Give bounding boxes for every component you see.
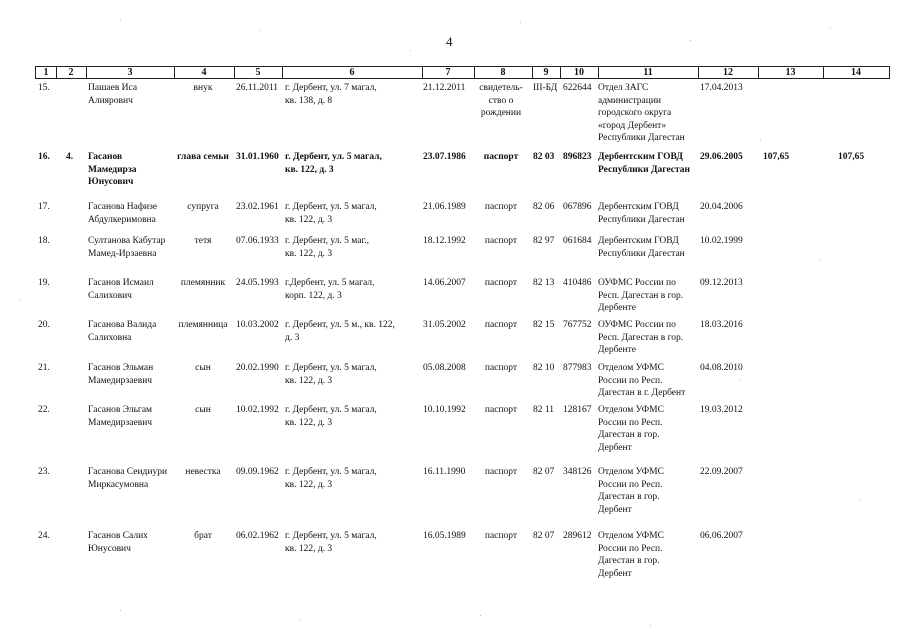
header-cell-12: 12 [698,67,759,78]
table-header [35,66,890,79]
header-cell-9: 9 [532,67,561,78]
full-name: Гасанов Салих Юнусович [88,531,148,554]
full-name: Гасанова Сеидиури Миркасумовна [88,467,168,490]
relation: племянник [180,278,226,288]
document-series: 82 06 [533,202,555,212]
document-number: 896823 [563,152,592,162]
registration-date: 09.12.2013 [700,278,743,288]
header-cell-11: 11 [598,67,699,78]
registration-date: 17.04.2013 [700,83,743,93]
issue-date: 18.12.1992 [423,236,466,246]
full-name: Гасанова Валида Салиховна [88,320,157,343]
header-cell-3: 3 [86,67,175,78]
row-number: 22. [38,405,50,415]
document-series: 82 13 [533,278,555,288]
document-type: паспорт [484,467,518,477]
birth-date: 31.01.1960 [236,152,279,162]
address: г. Дербент, ул. 5 магал, кв. 122, д. 3 [285,405,377,428]
relation: супруга [187,202,219,212]
issued-by: Отделом УФМС России по Респ. Дагестан в гор. Дербент [598,467,664,515]
issue-date: 31.05.2002 [423,320,466,330]
registration-date: 06.06.2007 [700,531,743,541]
issue-date: 14.06.2007 [423,278,466,288]
address: г. Дербент, ул. 5 магал, кв. 122, д. 3 [285,202,377,225]
document-type: паспорт [484,405,518,415]
document-series: 82 97 [533,236,555,246]
issue-date: 21.06.1989 [423,202,466,212]
relation: сын [195,405,211,415]
row-number: 18. [38,236,50,246]
document-series: 82 07 [533,531,555,541]
address: г. Дербент, ул. 7 магал, кв. 138, д. 8 [285,83,377,106]
relation: невестка [185,467,221,477]
issue-date: 23.07.1986 [423,152,466,162]
document-series: 82 10 [533,363,555,373]
document-number: 767752 [563,320,592,330]
birth-date: 10.03.2002 [236,320,279,330]
issue-date: 16.11.1990 [423,467,466,477]
issued-by: Отдел ЗАГС администрации городского округа «город Дербент» Республики Дагестан [598,83,685,143]
document-series: III-БД [533,83,558,93]
full-name: Гасанова Нафизе Абдулкеримовна [88,202,158,225]
issued-by: Дербентским ГОВД Республики Дагестан [598,202,685,225]
address: г.Дербент, ул. 5 магал, корп. 122, д. 3 [285,278,375,301]
document-series: 82 03 [533,152,555,162]
relation: внук [193,83,213,93]
registration-date: 18.03.2016 [700,320,743,330]
document-series: 82 07 [533,467,555,477]
relation: тетя [194,236,212,246]
issued-by: Дербентским ГОВД Республики Дагестан [598,152,690,175]
relation: брат [194,531,212,541]
row-number: 20. [38,320,50,330]
birth-date: 20.02.1990 [236,363,279,373]
address: г. Дербент, ул. 5 маг., кв. 122, д. 3 [285,236,370,259]
area-value: 107,65 [763,152,790,162]
relation: сын [195,363,211,373]
address: г. Дербент, ул. 5 магал, кв. 122, д. 3 [285,363,377,386]
birth-date: 07.06.1933 [236,236,279,246]
document-number: 348126 [563,467,592,477]
document-type: паспорт [484,236,518,246]
relation: глава семьи [177,152,229,162]
row-number: 21. [38,363,50,373]
registration-date: 04.08.2010 [700,363,743,373]
document-type: паспорт [484,363,518,373]
issue-date: 21.12.2011 [423,83,466,93]
address: г. Дербент, ул. 5 магал, кв. 122, д. 3 [285,531,377,554]
document-number: 067896 [563,202,592,212]
header-cell-14: 14 [851,67,861,78]
document-number: 877983 [563,363,592,373]
document-number: 128167 [563,405,592,415]
registration-date: 20.04.2006 [700,202,743,212]
full-name: Пашаев Иса Алиярович [88,83,138,106]
full-name: Гасанов Мамедирза Юнусович [88,152,137,187]
header-cell-8: 8 [474,67,533,78]
page-number: 4 [446,34,453,49]
header-cell-1: 1 [36,67,57,78]
relation: племянница [178,320,228,330]
address: г. Дербент, ул. 5 магал, кв. 122, д. 3 [285,152,382,175]
row-number: 15. [38,83,50,93]
birth-date: 23.02.1961 [236,202,279,212]
birth-date: 09.09.1962 [236,467,279,477]
issued-by: Отделом УФМС России по Респ. Дагестан в г. Дербент [598,363,686,398]
full-name: Гасанов Эльгам Мамедирзаевич [88,405,153,428]
document-number: 410486 [563,278,592,288]
issued-by: Дербентским ГОВД Республики Дагестан [598,236,685,259]
header-cell-4: 4 [174,67,235,78]
family-number: 4. [66,152,74,162]
registration-date: 29.06.2005 [700,152,743,162]
issued-by: Отделом УФМС России по Респ. Дагестан в гор. Дербент [598,405,664,453]
header-cell-5: 5 [234,67,283,78]
document-series: 82 11 [533,405,555,415]
document-type: паспорт [484,202,518,212]
document-type: свидетель- ство о рождении [479,83,523,118]
document-number: 622644 [563,83,592,93]
registration-date: 19.03.2012 [700,405,743,415]
birth-date: 10.02.1992 [236,405,279,415]
issue-date: 10.10.1992 [423,405,466,415]
issued-by: Отделом УФМС России по Респ. Дагестан в гор. Дербент [598,531,664,579]
row-number: 23. [38,467,50,477]
header-cell-13: 13 [758,67,824,78]
document-number: 289612 [563,531,592,541]
document-type: паспорт [484,531,518,541]
row-number: 24. [38,531,50,541]
document-number: 061684 [563,236,592,246]
document-type: паспорт [483,152,519,162]
header-cell-10: 10 [560,67,599,78]
document-type: паспорт [484,278,518,288]
address: г. Дербент, ул. 5 магал, кв. 122, д. 3 [285,467,377,490]
issue-date: 16.05.1989 [423,531,466,541]
header-cell-2: 2 [56,67,87,78]
full-name: Султанова Кабутар Мамед-Ирзаевна [88,236,166,259]
document-series: 82 15 [533,320,555,330]
birth-date: 26.11.2011 [236,83,279,93]
full-name: Гасанов Эльман Мамедирзаевич [88,363,154,386]
header-cell-7: 7 [422,67,475,78]
document-type: паспорт [484,320,518,330]
row-number: 19. [38,278,50,288]
header-cell-6: 6 [282,67,423,78]
address: г. Дербент, ул. 5 м., кв. 122, д. 3 [285,320,395,343]
row-number: 17. [38,202,50,212]
registration-date: 22.09.2007 [700,467,743,477]
birth-date: 24.05.1993 [236,278,279,288]
area-total: 107,65 [838,152,865,162]
issue-date: 05.08.2008 [423,363,466,373]
full-name: Гасанов Исмаил Салихович [88,278,154,301]
row-number: 16. [38,152,50,162]
issued-by: ОУФМС России по Респ. Дагестан в гор. Дербенте [598,278,684,313]
issued-by: ОУФМС России по Респ. Дагестан в гор. Дербенте [598,320,684,355]
birth-date: 06.02.1962 [236,531,279,541]
registration-date: 10.02.1999 [700,236,743,246]
